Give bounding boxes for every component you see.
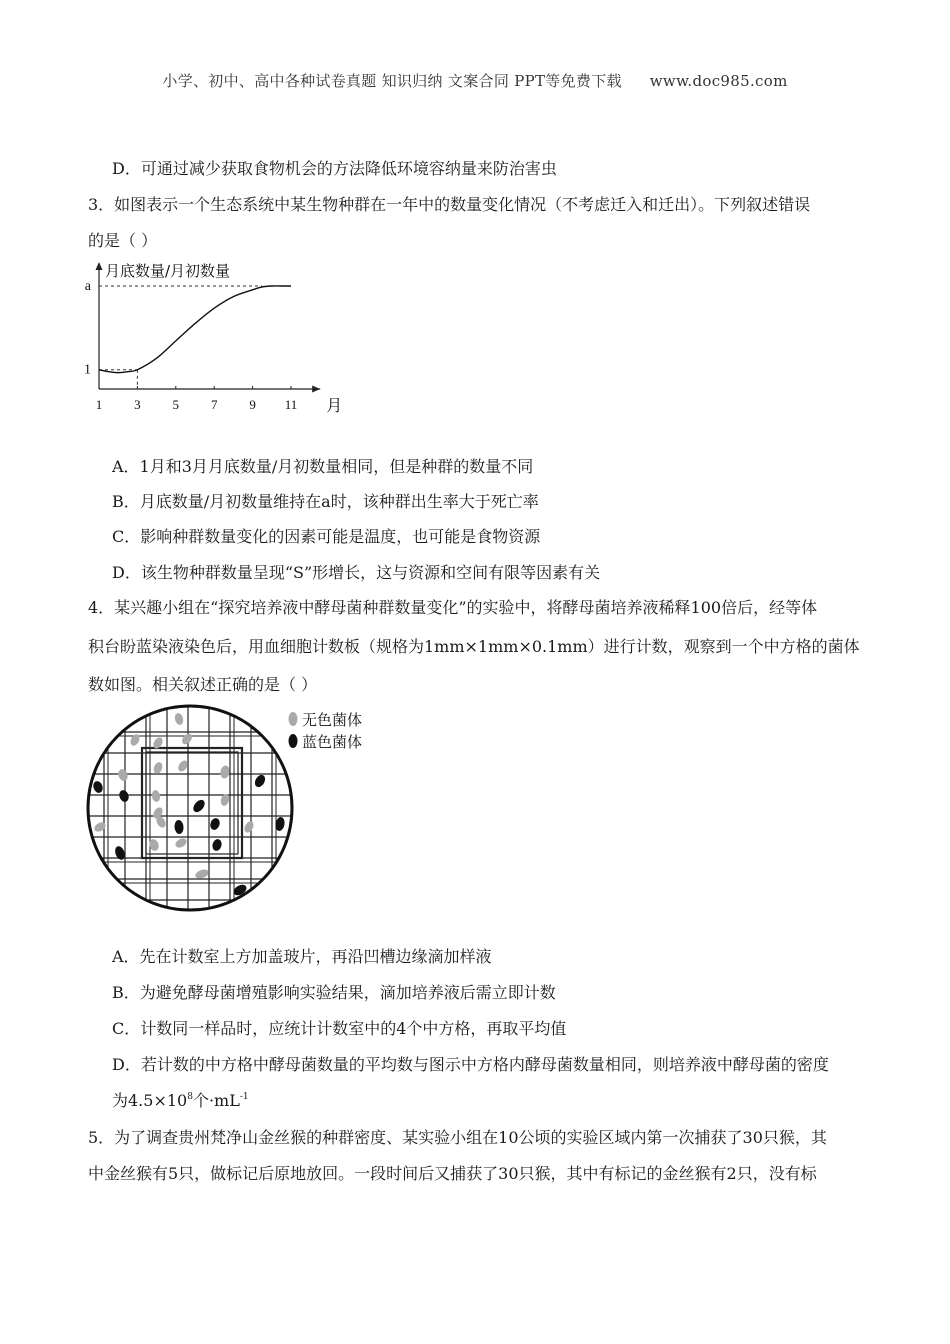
figure-legend [289,711,363,751]
x-tick-label: 9 [249,397,256,412]
q4-hemocytometer-figure [84,702,394,916]
q3-stem-line2: 的是（ ） [88,231,158,250]
q4-option-a[interactable]: A．先在计数室上方加盖玻片，再沿凹槽边缘滴加样液 [112,947,492,966]
blue-cell-legend-icon [289,734,298,748]
q4-stem-line2: 积台盼蓝染液染色后，用血细胞计数板（规格为1mm×1mm×0.1mm）进行计数，观察到一个中方格的菌体 [88,637,860,656]
page-header [0,70,950,91]
x-axis-arrow [312,386,320,393]
y-tick-label: a [84,279,91,294]
q4-option-b[interactable]: B．为避免酵母菌增殖影响实验结果，滴加培养液后需立即计数 [112,983,556,1002]
q5-line2: 中金丝猴有5只，做标记后原地放回。一段时间后又捕获了30只猴，其中有标记的金丝猴有2只，没有标 [88,1164,817,1183]
q5-line1: 5．为了调查贵州梵净山金丝猴的种群密度、某实验小组在10公顷的实验区域内第一次捕获了30只猴，其 [88,1128,827,1147]
q4-stem-line1: 4．某兴趣小组在“探究培养液中酵母菌种群数量变化”的实验中，将酵母菌培养液稀释100倍后，经等体 [88,598,818,617]
x-tick-label: 7 [210,397,218,412]
q3-line-chart [80,258,350,418]
series-line [99,286,291,373]
legend-blue-label: 蓝色菌体 [302,733,363,751]
q2-option-d[interactable]: D．可通过减少获取食物机会的方法降低环境容纳量来防治害虫 [112,159,557,178]
y-axis-label: 月底数量/月初数量 [105,262,231,280]
option-d-unit-exponent: -1 [239,1092,249,1102]
q4-option-d-line1[interactable]: D．若计数的中方格中酵母菌数量的平均数与图示中方格内酵母菌数量相同，则培养液中酵母菌的密度 [112,1055,829,1074]
q3-option-d[interactable]: D．该生物种群数量呈现“S”形增长，这与资源和空间有限等因素有关 [112,563,601,582]
y-tick-label: 1 [84,362,91,378]
x-tick-label: 3 [134,397,141,412]
y-axis-arrow [96,262,103,270]
x-tick-label: 1 [95,397,103,412]
option-d-exponent: 8 [187,1092,193,1102]
x-tick-label: 11 [284,397,298,412]
colorless-cell-legend-icon [289,712,298,726]
header-text: 小学、初中、高中各种试卷真题 知识归纳 文案合同 PPT等免费下载 [162,72,622,90]
q4-stem-line3: 数如图。相关叙述正确的是（ ） [88,675,318,694]
option-d-prefix: 为4.5×10 [112,1091,188,1110]
x-axis-label: 月 [326,398,343,415]
q3-option-b[interactable]: B．月底数量/月初数量维持在a时，该种群出生率大于死亡率 [112,492,539,511]
x-tick-label: 5 [172,397,180,412]
legend-colorless-label: 无色菌体 [302,711,363,729]
q4-option-c[interactable]: C．计数同一样品时，应统计计数室中的4个中方格，再取平均值 [112,1019,567,1038]
q3-stem-line1: 3．如图表示一个生态系统中某生物种群在一年中的数量变化情况（不考虑迁入和迁出）。下列叙述错误 [88,195,811,214]
q3-option-a[interactable]: A．1月和3月月底数量/月初数量相同，但是种群的数量不同 [112,457,534,476]
option-d-unit: 个·mL [192,1091,240,1110]
header-site: www.doc985.com [649,72,788,90]
q3-option-c[interactable]: C．影响种群数量变化的因素可能是温度，也可能是食物资源 [112,527,541,546]
counting-grid [84,702,296,914]
q4-option-d-line2[interactable] [112,1090,249,1112]
